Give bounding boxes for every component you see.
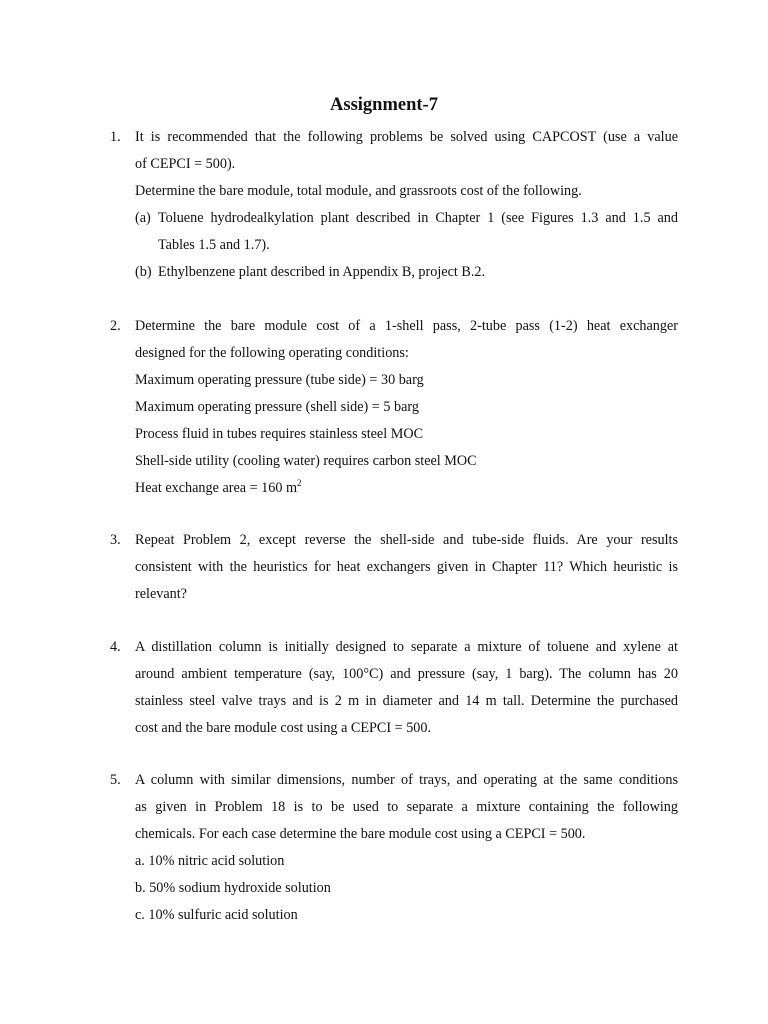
- problem-text-line: designed for the following operating conditions:: [135, 345, 409, 361]
- condition-line: Process fluid in tubes requires stainless steel MOC: [135, 426, 424, 442]
- problem-text-line: Determine the bare module cost of a 1-shell pass, 2-tube pass (1-2) heat exchanger: [135, 318, 678, 334]
- problem-text-line: around ambient temperature (say, 100°C) and pressure (say, 1 barg). The column has 20: [135, 666, 678, 682]
- problem-body: [135, 124, 678, 286]
- problem-number: 1.: [110, 129, 121, 145]
- condition-line: Shell-side utility (cooling water) requires carbon steel MOC: [135, 453, 477, 469]
- sub-item-b: [135, 259, 678, 286]
- sub-item-text-line: Ethylbenzene plant described in Appendix B, project B.2.: [158, 264, 486, 280]
- condition-line: Maximum operating pressure (shell side) = 5 barg: [135, 399, 419, 415]
- list-item: c. 10% sulfuric acid solution: [135, 907, 298, 923]
- sub-item-text-line: Tables 1.5 and 1.7).: [158, 237, 270, 253]
- problem-5: [110, 767, 678, 929]
- page-title: Assignment-7: [330, 95, 438, 115]
- problem-number: 5.: [110, 772, 121, 788]
- problem-number: 4.: [110, 639, 121, 655]
- problem-body: [135, 527, 678, 608]
- problem-4: [110, 634, 678, 742]
- problem-body: [135, 634, 678, 742]
- problem-3: [110, 527, 678, 608]
- sub-item-label: (a): [135, 210, 151, 226]
- superscript: 2: [297, 478, 302, 488]
- sub-item-a: [135, 205, 678, 259]
- problem-text-line: as given in Problem 18 is to be used to separate a mixture containing the following: [135, 799, 678, 815]
- list-item: a. 10% nitric acid solution: [135, 853, 285, 869]
- heat-area-text: Heat exchange area = 160 m: [135, 480, 298, 496]
- condition-line: [135, 475, 678, 502]
- problem-1: [110, 124, 678, 286]
- problem-text-line: Repeat Problem 2, except reverse the shell-side and tube-side fluids. Are your results: [135, 532, 678, 548]
- problem-text-line: relevant?: [135, 586, 187, 602]
- sub-item-text-line: Toluene hydrodealkylation plant described in Chapter 1 (see Figures 1.3 and 1.5 and: [158, 210, 678, 226]
- problem-text-line: A column with similar dimensions, number of trays, and operating at the same conditions: [135, 772, 678, 788]
- sub-item-label: (b): [135, 264, 152, 280]
- problem-2: [110, 313, 678, 502]
- problem-text-line: chemicals. For each case determine the bare module cost using a CEPCI = 500.: [135, 826, 586, 842]
- problem-text-line: of CEPCI = 500).: [135, 156, 236, 172]
- problem-number: 3.: [110, 532, 121, 548]
- problem-text-line: A distillation column is initially designed to separate a mixture of toluene and xylene at: [135, 639, 678, 655]
- condition-line: Maximum operating pressure (tube side) = 30 barg: [135, 372, 424, 388]
- problem-number: 2.: [110, 318, 121, 334]
- problem-text-line: It is recommended that the following problems be solved using CAPCOST (use a value: [135, 129, 678, 145]
- problem-text-line: cost and the bare module cost using a CEPCI = 500.: [135, 720, 432, 736]
- problem-text-line: Determine the bare module, total module, and grassroots cost of the following.: [135, 183, 582, 199]
- problem-text-line: consistent with the heuristics for heat exchangers given in Chapter 11? Which heuristic is: [135, 559, 678, 575]
- list-item: b. 50% sodium hydroxide solution: [135, 880, 331, 896]
- problem-body: [135, 767, 678, 929]
- problem-body: [135, 313, 678, 502]
- problem-text-line: stainless steel valve trays and is 2 m in diameter and 14 m tall. Determine the purchased: [135, 693, 678, 709]
